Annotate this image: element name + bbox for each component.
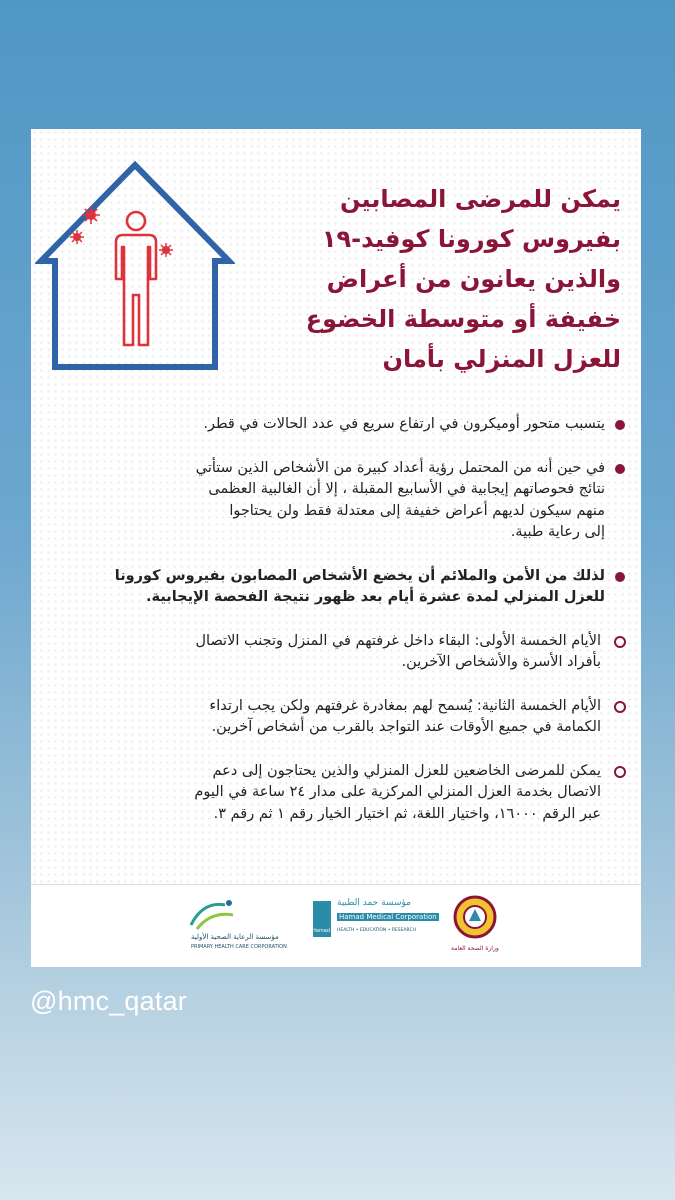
hmc-brand: Hamad bbox=[312, 928, 330, 934]
bullet-item bbox=[59, 458, 627, 544]
bullet-dot-icon bbox=[615, 420, 625, 430]
title-line: بفيروس كورونا كوفيد-١٩ bbox=[321, 225, 621, 253]
bullet-text: بعد ظهور نتيجة الفحصة الإيجابية. bbox=[146, 589, 388, 605]
bullet-text: الأيام الخمسة الثانية: يُسمح لهم بمغادرة غرفتهم ولكن يجب ارتداء bbox=[209, 697, 601, 714]
bullet-text: عبر الرقم ١٦٠٠٠، واختيار اللغة، ثم اختيار الخيار رقم ١ ثم رقم ٣. bbox=[213, 805, 601, 822]
hmc-name-en: Hamad Medical Corporation bbox=[339, 913, 437, 921]
bullet-text: الاتصال بخدمة العزل المنزلي المركزية على مدار ٢٤ ساعة في اليوم bbox=[194, 784, 601, 800]
title-line: خفيفة أو متوسطة الخضوع bbox=[305, 305, 621, 333]
bullet-text-line bbox=[59, 587, 605, 609]
bullet-text: في حين أنه من المحتمل رؤية أعداد كبيرة من الأشخاص الذين ستأتي bbox=[195, 459, 605, 476]
page-title bbox=[231, 179, 621, 379]
bullet-ring-icon bbox=[614, 636, 626, 648]
sub-bullet-item bbox=[59, 761, 627, 826]
logo-bar bbox=[31, 884, 641, 967]
phcc-name-ar: مؤسسة الرعاية الصحية الأولية bbox=[191, 933, 279, 941]
phcc-logo bbox=[181, 895, 241, 935]
bullet-text: بأفراد الأسرة والأشخاص الآخرين. bbox=[401, 654, 601, 670]
phcc-name-en: PRIMARY HEALTH CARE CORPORATION bbox=[191, 944, 287, 950]
bullet-dot-icon bbox=[615, 464, 625, 474]
title-line: يمكن للمرضى المصابين bbox=[339, 185, 621, 213]
bullet-text: نتائج فحوصاتهم إيجابية في الأسابيع المقبلة ، إلا أن الغالبية العظمى bbox=[208, 481, 605, 497]
bullet-ring-icon bbox=[614, 701, 626, 713]
moph-emblem-icon bbox=[451, 895, 499, 945]
bullet-list bbox=[59, 414, 627, 847]
bullet-text: يتسبب متحور أوميكرون في ارتفاع سريع في عدد الحالات في قطر. bbox=[203, 416, 605, 432]
home-isolation-icon bbox=[35, 159, 235, 373]
hmc-tagline: HEALTH • EDUCATION • RESEARCH bbox=[337, 928, 416, 933]
bullet-item bbox=[59, 414, 627, 436]
title-line: والذين يعانون من أعراض bbox=[326, 265, 621, 293]
bullet-text: إلى رعاية طبية. bbox=[510, 524, 605, 540]
bullet-text: يمكن للمرضى الخاضعين للعزل المنزلي والذين يحتاجون إلى دعم bbox=[212, 762, 601, 779]
info-card bbox=[31, 129, 641, 967]
sub-bullet-item bbox=[59, 631, 627, 674]
bullet-text: لذلك من الأمن والملائم أن يخضع الأشخاص المصابون بفيروس كورونا bbox=[114, 567, 605, 584]
title-line: للعزل المنزلي بأمان bbox=[382, 345, 621, 373]
bullet-dot-icon bbox=[615, 572, 625, 582]
sub-bullet-item bbox=[59, 696, 627, 739]
bullet-text: الكمامة في جميع الأوقات عند التواجد بالقرب من أشخاص آخرين. bbox=[211, 719, 601, 735]
bullet-text: الأيام الخمسة الأولى: البقاء داخل غرفتهم في المنزل وتجنب الاتصال bbox=[195, 632, 601, 649]
bullet-text: منهم سيكون لديهم أعراض خفيفة إلى معتدلة فقط ولن يحتاجوا bbox=[229, 502, 605, 519]
bullet-ring-icon bbox=[614, 766, 626, 778]
social-handle: @hmc_qatar bbox=[30, 986, 187, 1016]
highlight-text: للعزل المنزلي لمدة عشرة أيام bbox=[387, 589, 605, 605]
hmc-name-ar: مؤسسة حمد الطبية bbox=[337, 898, 411, 908]
bullet-item bbox=[59, 566, 627, 609]
moph-name-ar: وزارة الصحة العامة bbox=[451, 945, 499, 952]
